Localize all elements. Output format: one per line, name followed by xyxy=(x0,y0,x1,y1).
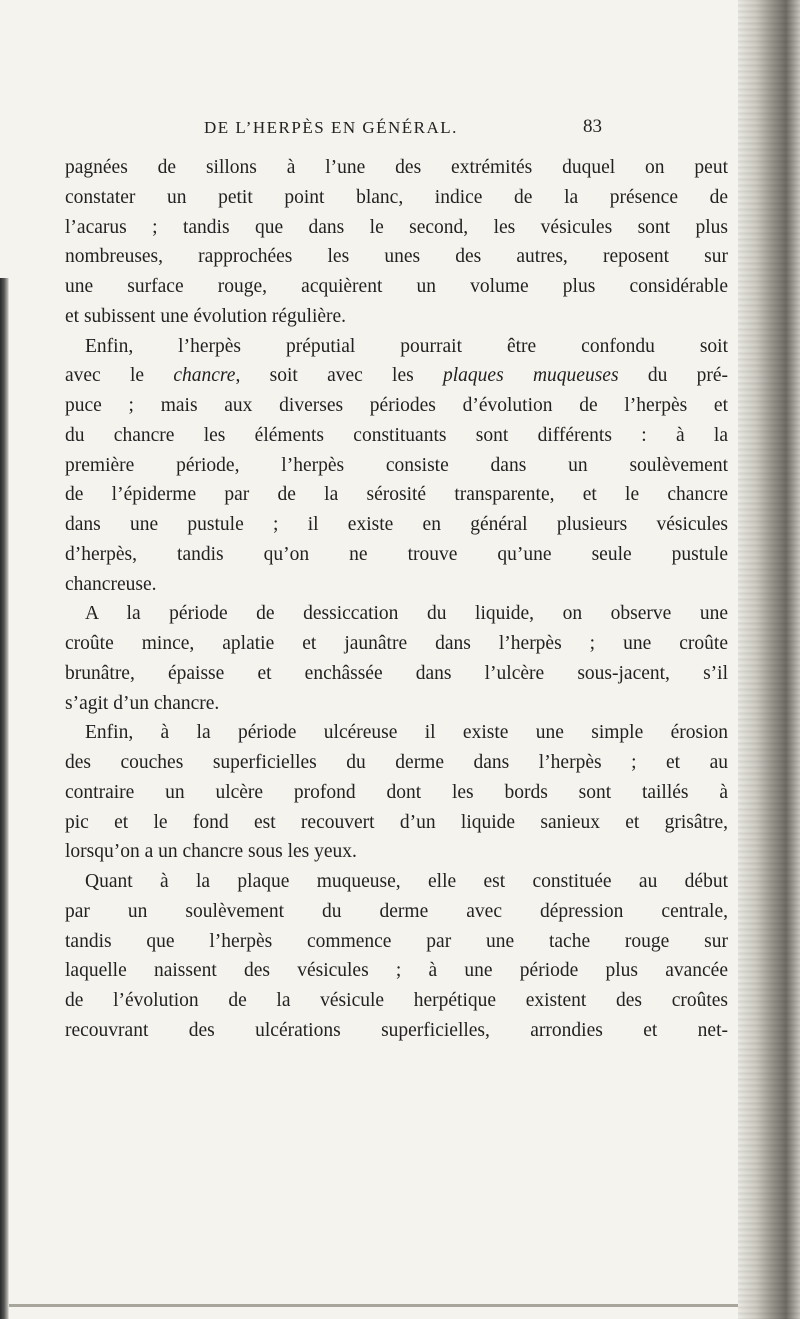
text-line: l’acarus ; tandis que dans le second, les vésicules sont plus xyxy=(65,216,728,238)
text-line: pic et le fond est recouvert d’un liquide sanieux et grisâtre, xyxy=(65,811,728,833)
page-bottom-edge xyxy=(9,1304,738,1307)
paragraph-start: Enfin, à la période ulcéreuse il existe une simple érosion xyxy=(85,722,728,744)
text-line: par un soulèvement du derme avec dépression centrale, xyxy=(65,900,728,922)
page-gutter-shadow xyxy=(0,278,9,1319)
text-line: recouvrant des ulcérations superficielles, arrondies et net- xyxy=(65,1019,728,1041)
italic-term-chancre: chancre xyxy=(173,365,236,387)
text-run: avec le xyxy=(65,365,174,387)
paragraph-start: A la période de dessiccation du liquide, on observe une xyxy=(85,603,728,625)
text-line: du chancre les éléments constituants sont différents : à la xyxy=(65,424,728,446)
text-line: chancreuse. xyxy=(65,573,157,595)
page-number: 83 xyxy=(583,116,602,137)
text-line: puce ; mais aux diverses périodes d’évolution de l’herpès et xyxy=(65,395,728,416)
text-line: une surface rouge, acquièrent un volume plus considérable xyxy=(65,276,728,297)
text-line: et subissent une évolution régulière. xyxy=(65,305,347,327)
italic-term-plaques-muqueuses: plaques muqueuses xyxy=(443,365,619,387)
text-line: constater un petit point blanc, indice de la présence de xyxy=(65,186,728,208)
text-run: du pré- xyxy=(618,365,728,387)
text-line: contraire un ulcère profond dont les bords sont taillés à xyxy=(65,781,728,803)
running-head: DE L’HERPÈS EN GÉNÉRAL. xyxy=(204,118,458,137)
paragraph-start: Quant à la plaque muqueuse, elle est constituée au début xyxy=(85,871,728,892)
text-line: tandis que l’herpès commence par une tache rouge sur xyxy=(65,930,728,952)
page-header xyxy=(0,118,738,142)
body-text xyxy=(65,153,728,1046)
text-line: croûte mince, aplatie et jaunâtre dans l’herpès ; une croûte xyxy=(65,633,728,654)
text-line: des couches superficielles du derme dans l’herpès ; et au xyxy=(65,752,728,773)
text-line: première période, l’herpès consiste dans un soulèvement xyxy=(65,454,728,476)
text-line: de l’épiderme par de la sérosité transparente, et le chancre xyxy=(65,484,728,506)
paragraph-start: Enfin, l’herpès préputial pourrait être confondu soit xyxy=(85,335,728,357)
text-line: lorsqu’on a un chancre sous les yeux. xyxy=(65,841,357,863)
text-line: de l’évolution de la vésicule herpétique existent des croûtes xyxy=(65,990,728,1011)
text-line: nombreuses, rapprochées les unes des autres, reposent sur xyxy=(65,246,728,268)
page-edge-stack xyxy=(738,0,800,1319)
text-line: brunâtre, épaisse et enchâssée dans l’ulcère sous-jacent, s’il xyxy=(65,662,728,684)
text-line: laquelle naissent des vésicules ; à une période plus avancée xyxy=(65,960,728,982)
text-line-with-italics xyxy=(65,361,728,391)
text-line: s’agit d’un chancre. xyxy=(65,692,220,714)
text-line: pagnées de sillons à l’une des extrémités duquel on peut xyxy=(65,157,728,178)
text-line: dans une pustule ; il existe en général plusieurs vésicules xyxy=(65,514,728,535)
text-run: , soit avec les xyxy=(235,365,444,387)
text-line: d’herpès, tandis qu’on ne trouve qu’une seule pustule xyxy=(65,543,728,565)
